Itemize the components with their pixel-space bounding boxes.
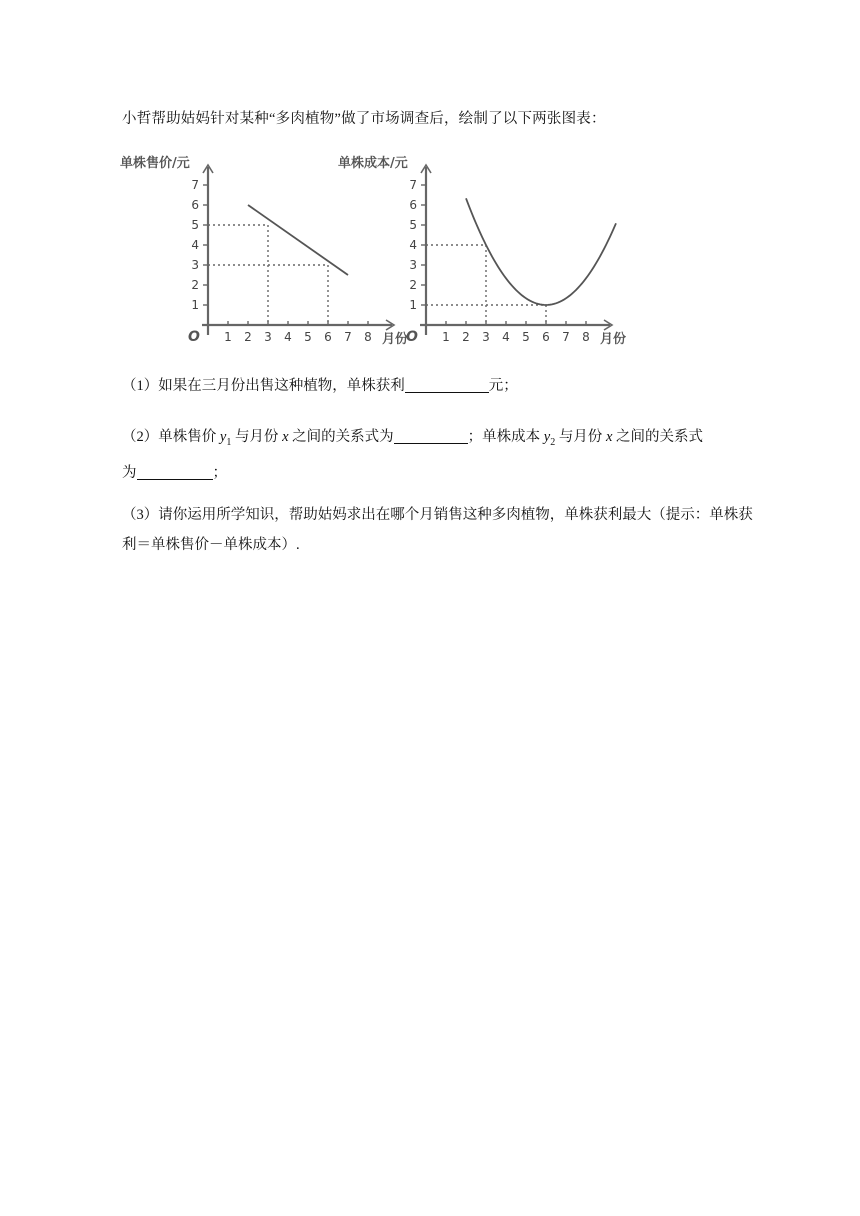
q2-y1-sub: 1: [226, 436, 232, 448]
q2-text-c: 之间的关系式为: [288, 429, 394, 445]
q2-x2-var: x: [605, 429, 613, 445]
q1-answer-blank[interactable]: [405, 376, 489, 393]
q2-y1-var: y: [219, 429, 227, 445]
origin-label: O: [406, 329, 418, 345]
x-tick-label: 3: [482, 330, 490, 344]
y-axis-title: 单株售价/元: [120, 156, 190, 171]
y-tick-label: 1: [409, 298, 417, 312]
x-tick-label: 1: [442, 330, 450, 344]
x-tick-label: 8: [582, 330, 590, 344]
x-tick-label: 7: [562, 330, 570, 344]
x-tick-label: 4: [284, 330, 292, 344]
question-1: [122, 371, 762, 401]
y-tick-label: 2: [191, 278, 199, 292]
y-tick-label: 7: [191, 178, 199, 192]
q2-text-f: 之间的关系式: [612, 429, 703, 445]
x-tick-label: 4: [502, 330, 510, 344]
question-3: （3）请你运用所学知识，帮助姑妈求出在哪个月销售这种多肉植物，单株获利最大（提示：单株获利＝单株售价－单株成本）.: [122, 507, 753, 553]
q2-text-e: 与月份: [555, 429, 606, 445]
x-tick-label: 5: [522, 330, 530, 344]
q2-y2-sub: 2: [550, 436, 556, 448]
y-tick-label: 5: [191, 218, 199, 232]
y-tick-label: 3: [191, 258, 199, 272]
x-axis-title: 月份: [600, 332, 627, 347]
chart-2: [338, 155, 626, 347]
x-tick-label: 8: [364, 330, 372, 344]
y-tick-label: 3: [409, 258, 417, 272]
x-tick-label: 5: [304, 330, 312, 344]
q2-text-a: （2）单株售价: [122, 429, 220, 445]
q1-prefix: （1）如果在三月份出售这种植物，单株获利: [122, 378, 405, 394]
cost-curve: [466, 198, 616, 305]
y-tick-label: 6: [191, 198, 199, 212]
y-tick-label: 6: [409, 198, 417, 212]
y-tick-label: 2: [409, 278, 417, 292]
question-2: [122, 422, 762, 488]
intro-text: 小哲帮助姑妈针对某种“多肉植物”做了市场调查后，绘制了以下两张图表：: [122, 111, 606, 127]
charts-area: [118, 150, 638, 350]
charts-svg: [118, 150, 638, 350]
x-tick-label: 2: [462, 330, 470, 344]
chart-1: [120, 155, 408, 347]
x-tick-label: 6: [542, 330, 550, 344]
x-tick-label: 6: [324, 330, 332, 344]
x-tick-label: 7: [344, 330, 352, 344]
q2-answer-blank-2[interactable]: [137, 463, 213, 480]
q2-text-g: 为: [122, 464, 137, 481]
q2-text-d: ；单株成本: [467, 429, 544, 445]
y-tick-label: 1: [191, 298, 199, 312]
x-tick-label: 3: [264, 330, 272, 344]
q2-text-h: ；: [212, 464, 227, 481]
x-tick-label: 2: [244, 330, 252, 344]
q2-y2-var: y: [543, 429, 551, 445]
y-tick-label: 4: [409, 238, 417, 252]
y-tick-label: 7: [409, 178, 417, 192]
q2-text-b: 与月份: [231, 429, 283, 445]
y-tick-label: 5: [409, 218, 417, 232]
y-axis-title: 单株成本/元: [338, 156, 408, 171]
q1-suffix: 元；: [488, 378, 518, 394]
x-tick-label: 1: [224, 330, 232, 344]
x-axis-title: 月份: [382, 332, 409, 347]
y-tick-label: 4: [191, 238, 199, 252]
q2-x-var: x: [282, 429, 289, 445]
q2-answer-blank-1[interactable]: [394, 427, 468, 444]
origin-label: O: [188, 329, 200, 345]
